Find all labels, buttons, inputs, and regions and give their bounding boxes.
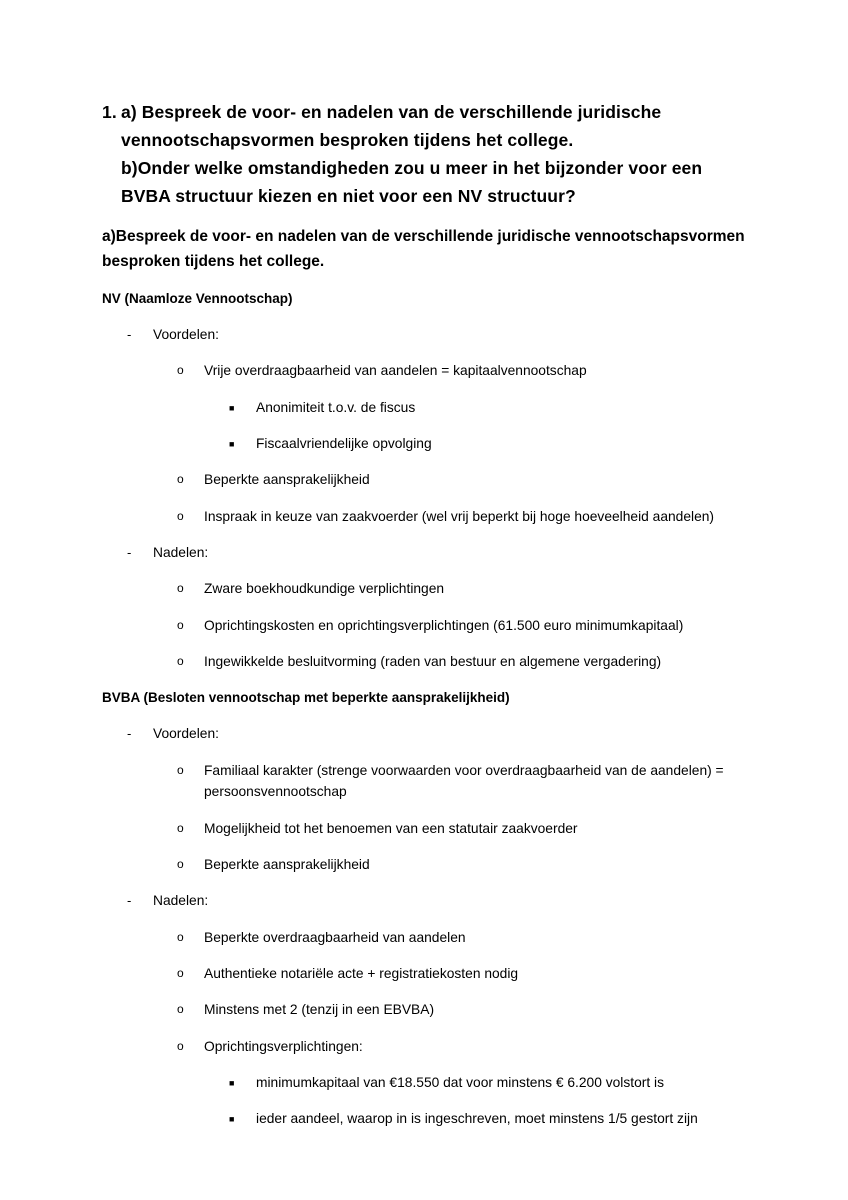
list-label: Voordelen: <box>153 726 219 741</box>
circle-bullet-icon: o <box>177 654 184 668</box>
question-text: a) Bespreek de voor- en nadelen van de verschillende juridische <box>121 102 662 122</box>
question-number: 1. <box>102 102 117 122</box>
list-item-text: Beperkte aansprakelijkheid <box>204 472 370 487</box>
list-item-text: Familiaal karakter (strenge voorwaarden voor overdraagbaarheid van de aandelen) = <box>204 763 724 778</box>
circle-bullet-icon: o <box>177 1039 184 1053</box>
subquestion-heading: besproken tijdens het college. <box>102 253 325 270</box>
question-text: vennootschapsvormen besproken tijdens het college. <box>121 130 574 150</box>
list-item-text: Authentieke notariële acte + registratiekosten nodig <box>204 966 519 981</box>
square-bullet-icon: ■ <box>229 403 235 413</box>
list-item-text: persoonsvennootschap <box>204 784 347 799</box>
list-label: Nadelen: <box>153 893 209 908</box>
question-text: BVBA structuur kiezen en niet voor een NV structuur? <box>121 186 576 206</box>
list-item-text: Vrije overdraagbaarheid van aandelen = kapitaalvennootschap <box>204 363 587 378</box>
list-item-text: Oprichtingsverplichtingen: <box>204 1039 363 1054</box>
square-bullet-icon: ■ <box>229 1114 235 1124</box>
list-label: Voordelen: <box>153 327 219 342</box>
bvba-heading: BVBA (Besloten vennootschap met beperkte aansprakelijkheid) <box>102 690 510 705</box>
circle-bullet-icon: o <box>177 618 184 632</box>
list-item-text: Fiscaalvriendelijke opvolging <box>256 436 432 451</box>
list-item-text: minimumkapitaal van €18.550 dat voor minstens € 6.200 volstort is <box>256 1075 664 1090</box>
circle-bullet-icon: o <box>177 966 184 980</box>
list-label: Nadelen: <box>153 545 209 560</box>
circle-bullet-icon: o <box>177 509 184 523</box>
circle-bullet-icon: o <box>177 821 184 835</box>
list-item-text: Minstens met 2 (tenzij in een EBVBA) <box>204 1002 435 1017</box>
circle-bullet-icon: o <box>177 472 184 486</box>
list-item-text: Beperkte aansprakelijkheid <box>204 857 370 872</box>
square-bullet-icon: ■ <box>229 439 235 449</box>
circle-bullet-icon: o <box>177 581 184 595</box>
list-item-text: Ingewikkelde besluitvorming (raden van bestuur en algemene vergadering) <box>204 654 662 669</box>
circle-bullet-icon: o <box>177 1002 184 1016</box>
list-item-text: Anonimiteit t.o.v. de fiscus <box>256 400 416 415</box>
list-item-text: Zware boekhoudkundige verplichtingen <box>204 581 445 596</box>
list-item-text: Beperkte overdraagbaarheid van aandelen <box>204 930 466 945</box>
list-item-text: ieder aandeel, waarop in is ingeschreven, moet minstens 1/5 gestort zijn <box>256 1111 698 1126</box>
subquestion-heading: a)Bespreek de voor- en nadelen van de verschillende juridische vennootschapsvormen <box>102 228 745 245</box>
circle-bullet-icon: o <box>177 857 184 871</box>
dash-bullet-icon: - <box>127 893 132 908</box>
nv-heading: NV (Naamloze Vennootschap) <box>102 291 293 306</box>
list-item-text: Mogelijkheid tot het benoemen van een statutair zaakvoerder <box>204 821 578 836</box>
dash-bullet-icon: - <box>127 726 132 741</box>
square-bullet-icon: ■ <box>229 1078 235 1088</box>
list-item-text: Oprichtingskosten en oprichtingsverplichtingen (61.500 euro minimumkapitaal) <box>204 618 684 633</box>
dash-bullet-icon: - <box>127 327 132 342</box>
circle-bullet-icon: o <box>177 763 184 777</box>
circle-bullet-icon: o <box>177 930 184 944</box>
circle-bullet-icon: o <box>177 363 184 377</box>
question-text: b)Onder welke omstandigheden zou u meer in het bijzonder voor een <box>121 158 703 178</box>
list-item-text: Inspraak in keuze van zaakvoerder (wel vrij beperkt bij hoge hoeveelheid aandelen) <box>204 509 715 524</box>
dash-bullet-icon: - <box>127 545 132 560</box>
